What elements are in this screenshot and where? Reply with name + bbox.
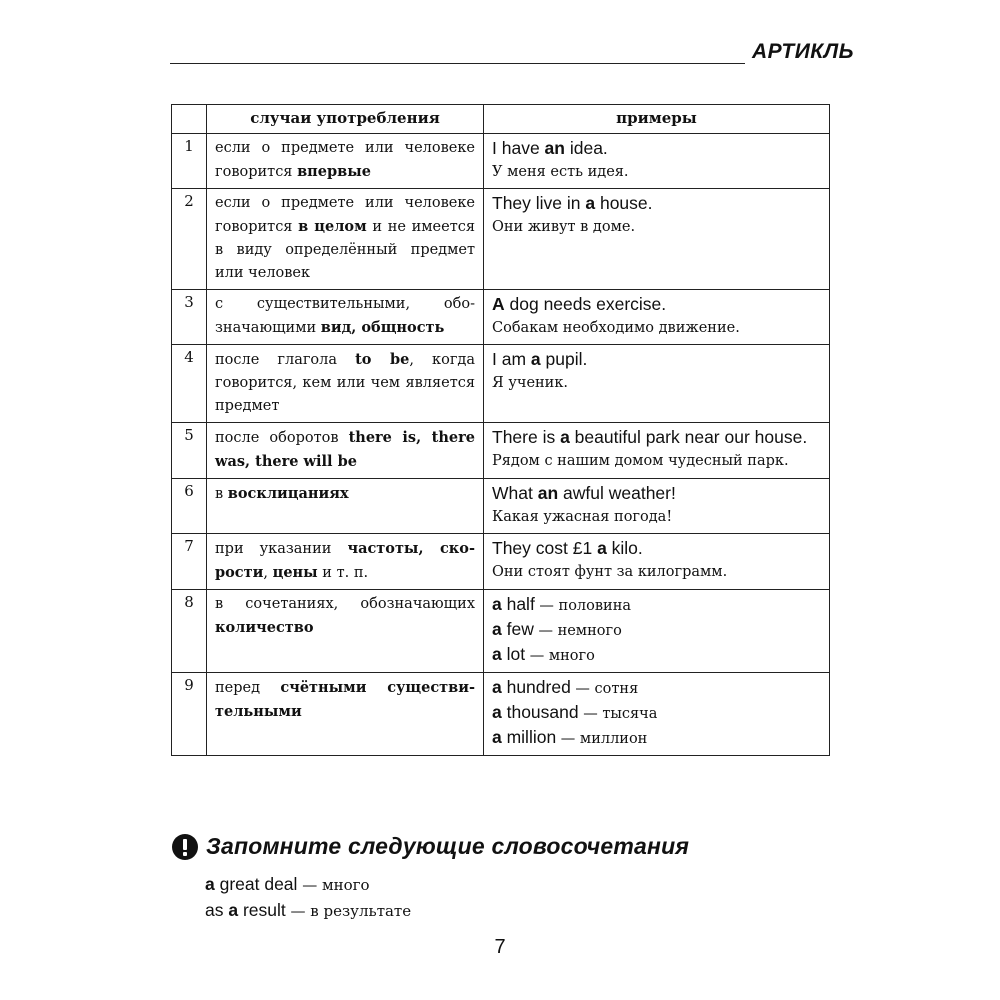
example-phrase	[492, 701, 821, 726]
example-english: There is a beautiful park near our house.	[492, 427, 808, 447]
phrase-dash: —	[578, 706, 603, 722]
row-number: 9	[172, 673, 207, 756]
example-translation: У меня есть идея.	[492, 164, 629, 180]
row-number: 3	[172, 290, 207, 345]
example-translation: Собакам необходимо движение.	[492, 320, 740, 336]
article-bold: a	[492, 619, 502, 639]
bold-text: a	[585, 193, 596, 213]
phrase-list	[205, 872, 411, 924]
phrase-translation: сотня	[594, 681, 639, 697]
remember-title: Запомните следующие словосочетания	[206, 833, 690, 859]
table-body	[172, 134, 830, 756]
header-examples: примеры	[484, 105, 830, 134]
example-translation: Они живут в доме.	[492, 219, 636, 235]
usage-cell: в сочетаниях, обозначающих количество	[207, 590, 484, 673]
table-row	[172, 534, 830, 590]
bold-text: there is, there was, there will be	[215, 429, 475, 470]
examples-cell	[484, 534, 830, 590]
bold-text: a	[560, 427, 570, 447]
usage-cell: если о предмете или человеке говорится в целом и не имеется в виду определённый предмет или человек	[207, 189, 484, 290]
examples-cell	[484, 189, 830, 290]
usage-cell: после глагола to be, когда говорится, кем или чем является предмет	[207, 345, 484, 423]
phrase-english: a hundred	[492, 677, 571, 697]
examples-cell	[484, 673, 830, 756]
phrase-translation: миллион	[579, 731, 648, 747]
remember-phrase	[205, 872, 411, 898]
example-english: What an awful weather!	[492, 483, 676, 503]
example-english: They live in a house.	[492, 193, 653, 213]
remember-heading	[172, 833, 689, 860]
example-phrase	[492, 676, 821, 701]
usage-cell: в восклицаниях	[207, 479, 484, 534]
phrase-translation: немного	[557, 623, 622, 639]
phrase-dash: —	[534, 598, 559, 614]
phrase-translation: много	[548, 648, 595, 664]
article-bold: a	[492, 727, 502, 747]
section-title: АРТИКЛЬ	[752, 40, 855, 63]
table-row	[172, 479, 830, 534]
article-bold: a	[228, 900, 239, 920]
phrase-dash: —	[556, 731, 580, 747]
example-translation: Какая ужасная погода!	[492, 509, 673, 525]
example-english: A dog needs exercise.	[492, 294, 667, 314]
phrase-english: a great deal	[205, 874, 298, 894]
phrase-english: a half	[492, 594, 535, 614]
article-bold: a	[492, 702, 502, 722]
row-number: 1	[172, 134, 207, 189]
row-number: 8	[172, 590, 207, 673]
example-phrase	[492, 726, 821, 751]
table-row	[172, 290, 830, 345]
phrase-english: a few	[492, 619, 534, 639]
examples-cell	[484, 345, 830, 423]
phrase-english: a lot	[492, 644, 526, 664]
example-english: I have an idea.	[492, 138, 608, 158]
example-translation: Они стоят фунт за килограмм.	[492, 564, 728, 580]
header-rule	[170, 63, 745, 64]
bold-text: количество	[215, 619, 314, 636]
bold-text: an	[544, 138, 565, 158]
phrase-translation: много	[321, 876, 370, 894]
example-english: They cost £1 a kilo.	[492, 538, 643, 558]
bold-text: A	[492, 294, 505, 314]
bold-text: частоты, скорости	[215, 540, 475, 581]
table-row	[172, 673, 830, 756]
bold-text: a	[597, 538, 607, 558]
table-row	[172, 134, 830, 189]
table-row	[172, 345, 830, 423]
article-bold: a	[205, 874, 215, 894]
bold-text: an	[537, 483, 559, 503]
bold-text: в целом	[298, 218, 367, 235]
bold-text: a	[530, 349, 541, 369]
header-num	[172, 105, 207, 134]
usage-cell: перед счётными существительными	[207, 673, 484, 756]
examples-cell	[484, 134, 830, 189]
examples-cell	[484, 479, 830, 534]
examples-cell	[484, 590, 830, 673]
example-english: I am a pupil.	[492, 349, 588, 369]
phrase-translation: тысяча	[602, 706, 658, 722]
exclamation-circle-icon	[172, 834, 198, 860]
example-phrase	[492, 618, 821, 643]
bold-text: to be	[355, 351, 410, 368]
row-number: 6	[172, 479, 207, 534]
row-number: 7	[172, 534, 207, 590]
header-usage: случаи употребления	[207, 105, 484, 134]
row-number: 2	[172, 189, 207, 290]
row-number: 4	[172, 345, 207, 423]
page-number: 7	[494, 936, 506, 958]
usage-cell: если о предмете или человеке говорится впервые	[207, 134, 484, 189]
phrase-english: a million	[492, 727, 557, 747]
example-phrase	[492, 593, 821, 618]
phrase-dash: —	[570, 681, 595, 697]
phrase-dash: —	[297, 876, 322, 894]
bold-text: восклицаниях	[227, 485, 349, 502]
phrase-dash: —	[533, 623, 558, 639]
phrase-dash: —	[525, 648, 549, 664]
bold-text: вид, общность	[320, 319, 445, 336]
examples-cell	[484, 290, 830, 345]
table-row	[172, 590, 830, 673]
usage-cell: после оборотов there is, there was, there will be	[207, 423, 484, 479]
example-translation: Я ученик.	[492, 375, 569, 391]
bold-text: цены	[272, 564, 318, 581]
table-header-row	[172, 105, 830, 134]
usage-cell: с существительными, обозначающими вид, общность	[207, 290, 484, 345]
example-phrase	[492, 643, 821, 668]
phrase-english: a thousand	[492, 702, 579, 722]
bold-text: счётными существительными	[215, 679, 475, 720]
remember-phrase	[205, 898, 411, 924]
phrase-translation: половина	[558, 598, 632, 614]
phrase-dash: —	[285, 902, 311, 920]
article-bold: a	[492, 644, 502, 664]
row-number: 5	[172, 423, 207, 479]
table-row	[172, 189, 830, 290]
usage-cell: при указании частоты, скорости, цены и т. п.	[207, 534, 484, 590]
example-translation: Рядом с нашим домом чудесный парк.	[492, 453, 789, 469]
article-usage-table	[171, 104, 830, 756]
article-bold: a	[492, 594, 502, 614]
bold-text: впервые	[297, 163, 371, 180]
phrase-translation: в результате	[310, 902, 412, 920]
table-row	[172, 423, 830, 479]
examples-cell	[484, 423, 830, 479]
article-bold: a	[492, 677, 502, 697]
phrase-english: as a result	[205, 900, 286, 920]
